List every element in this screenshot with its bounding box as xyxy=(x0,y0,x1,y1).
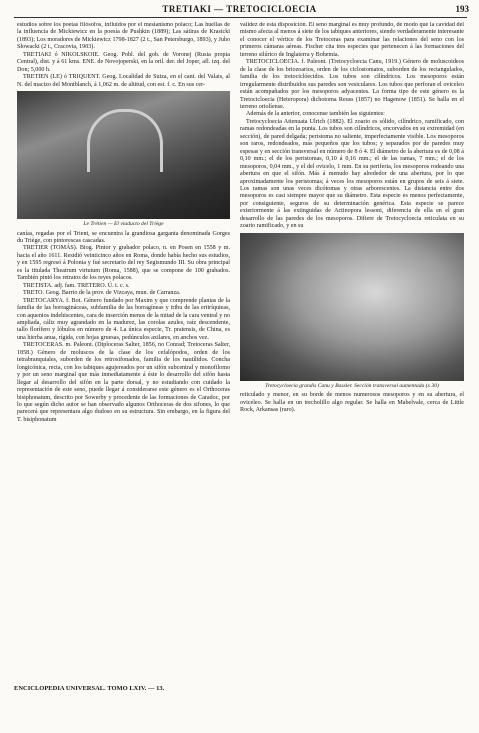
entry-tretiaki: TRETIAKI ó NIKOLSKOIE. Geog. Pobl. del gob. de Voronej (Rusia propia Central), dist. y á 61 kms. ENE. de Novojoperski, en la oril. der. del Joper, afl. izq. del Don; 5,000 h. xyxy=(17,51,230,73)
entry-tretoceras: TRETOCERAS. m. Paleont. (Diploceras Salter, 1856, no Conrad; Tretoceras Salter, 1858.) Género de moluscos de la clase de los cefalópodos, orden de los tetrabranquiales, suborden de los retrosifonados, familia de los nautílidos. Concha longicónica, recta, con los tabiques agujereados por un sifón subcentral y monofilomo y por un seno marginal que más inmediatamente á éste lo desarrollo del sifón hasta llegar al desarrollo del sifón en la parte dorsal, y no estudiando con cuidado la representación de este seno, puede llegar á considerarse este género es el Orthoceras bisiphonatum, descrito por Sowerby y procedente de las formaciones de Caradoc, por lo que según dicho autor se han observado algunos Orthoceras de dos sifones, lo que parecerá que representara algo dudoso en su estructura. Sin embargo, en la figura del T. bisiphonatum xyxy=(17,342,230,423)
footer-text: ENCICLOPEDIA UNIVERSAL. TOMO LXIV. — 13. xyxy=(14,685,165,692)
entry-tretier: TRETIER (TOMÁS). Biog. Pintor y grabador polaco, n. en Posen en 1558 y m. hacia el año 1611. Residió veinticinco años en Roma, donde había hecho sus estudios, y en 1595 regresó á Polonia y fué secretario del rey Segismundo III. Su obra principal es la titulada Theatrum virtutum (Roma, 1588), que se compone de 100 grabados. También pintó los retratos de los reyes polacos. xyxy=(17,245,230,282)
right-column xyxy=(240,22,464,662)
page-number: 193 xyxy=(455,4,469,14)
viaduct-arch-shape xyxy=(87,109,163,172)
entry-tretocicloecia: TRETOCICLOECIA. f. Paleont. (Tretocycloecia Canu, 1919.) Género de moluscoideos de la clase de los briozoarios, orden de los ciclostomatos, suborden de los rectangulados, familia de los tretociclóecidos. Los tubos son cilíndricos. Los mesoporos están irregularmente distribuidos sus paredes son vesiculares. Los tubos que perforan el oviceleo están acompañados por los mesoporos adyacentes. La forma tipo de este género es la Tretocicloecia (Heteropora) dichotoma Reuss (1857) no Hagenow (1851). Se halla en el terreno oriolíense. xyxy=(240,59,464,110)
running-title: TRETIAKI — TRETOCICLOECIA xyxy=(162,4,317,14)
right-top-text: validez de esta disposición. El seno marginal es muy profundo, de modo que la cavidad del mismo afecta al menos á siete de los tabiques anteriores, siendo verdaderamente interesante el conocer el vértice de los Tretoceras para examinar las relaciones del seno con los primeros cámaras aéreas. Fischer cita tres especies que pertenecen á las formaciones del terreno silúrico de Inglaterra y Bohemia. xyxy=(240,22,464,58)
page-header xyxy=(10,4,469,18)
right-after-photo: reticulado y menor, en su borde de menos numerosos mesoporos y en su abertura, el oviceleo. Se halla en un trecholillo algo regular. Se halla en Mabelvale, cerca de Little Rock, Arkansas (raro). xyxy=(240,392,464,414)
entry-tretocicloecia-additional: Además de la anterior, conocense también las siguientes: xyxy=(246,111,385,118)
entry-tretocarya: TRETOCARYA. f. Bot. Género fundado por Maxim y que comprende plantas de la familia de las borragináceas, subfamilia de las borragíneas y tribu de las eritríquieas, con aquenios indehiscentes, cara de inserción menos de la mitad de la cara ventral y no ampliada, cáliz muy agrandado en la madurez, las corolas azules, raíz descendente, tallo florífero y lóbulos en número de 4. La única especie, Tr. pratensis, de China, es una hierba anua, rígida, con hojas gruesas, pedúnculos axilares, en anchos vez. xyxy=(17,297,230,341)
left-after-photo: canías, regadas por el Trient, se encuentra la grandiosa garganta denominada Gorges du Triège, con pintorescas cascadas. xyxy=(17,230,230,244)
viaduct-photo xyxy=(17,91,230,219)
header-rule xyxy=(14,17,467,18)
left-top-text: estudios sobre los poetas filósofos, influidos por el mesianismo polaco; Las huellas de la influencia de Mickiewicz en la poesía de Pushkin (1889); Las sátiras de Krasicki (1893); Los moradores de Mickiewicz 1798-1827 (2 t., San Petersburgo, 1893), y Juho Słowacki (2 t., Cracovia, 1903). xyxy=(17,22,230,51)
page-footer xyxy=(14,685,467,695)
left-column xyxy=(17,22,230,662)
entry-attenuata: Tretocycloecia Attenuata Ulrich (1882). El zoario es sólido, cilíndrico, ramificado, con ramas redondeadas en la punta. Los tubos son cilíndricos, encorvados en su extremidad (en sección), de pared delgada; peristoma no saliente, imperfectamente visible. Los mesoporos son raros, redondeados, más pequeños que los tubos; y separados por de paredes muy espesas y en sección transversal en número de 8 ó 4. El diámetro de la abertura es de 0,08 á 0,10 mm.; el de los peristomas, 0,10 á 0,16 mm.; el de las ramas, 7 mm.; el de los mesoporos, 0,04 mm., y el del ovicelo, 1 mm. En su periferia, los mesoporos rodeando una abertura en que el sifón. Más á menudo hay alrededor de una abertura, por lo que aproximadamente los peristomas; á veces los mesoporos están en grupos de seis á siete. Los ramas son unas veces dicótomas y otras arborescentes. La distancia entre dos mesoporos es casi siempre mayor que su diámetro. Esta especie es menos perfectamente, por consiguiente, seguros de su determinación genérica. Esta especie se parece exteriormente á las extinguidas de Actinopora lessoni, diferencia de ella en el gran desarrollo de las paredes de los mesoporos. Difiere de Tretocycloecia reticulata en su zoario ramificado, y en su xyxy=(240,118,464,230)
entry-tretien: TRETIEN (LE) ó TRIQUENT. Geog. Localidad de Suiza, en el cant. del Valais, al N. del macizo del Montblanch, á 1,062 m. de altitud, con est. f. c. En sus cer- xyxy=(17,74,230,88)
entry-tretista: TRETISTA. adj. fam. TRETERO. Ú. t. c. s. xyxy=(23,282,130,289)
micrograph-photo xyxy=(240,233,464,381)
viaduct-caption: Le Trétien — El viaducto del Triège xyxy=(83,221,164,228)
entry-treto: TRETO. Geog. Barrio de la prov. de Vizcaya, mun. de Carranza. xyxy=(23,290,181,297)
micrograph-caption: Tretocycloecia grandis Canu y Bassler. Sección transversal aumentada (x 30) xyxy=(265,382,439,389)
